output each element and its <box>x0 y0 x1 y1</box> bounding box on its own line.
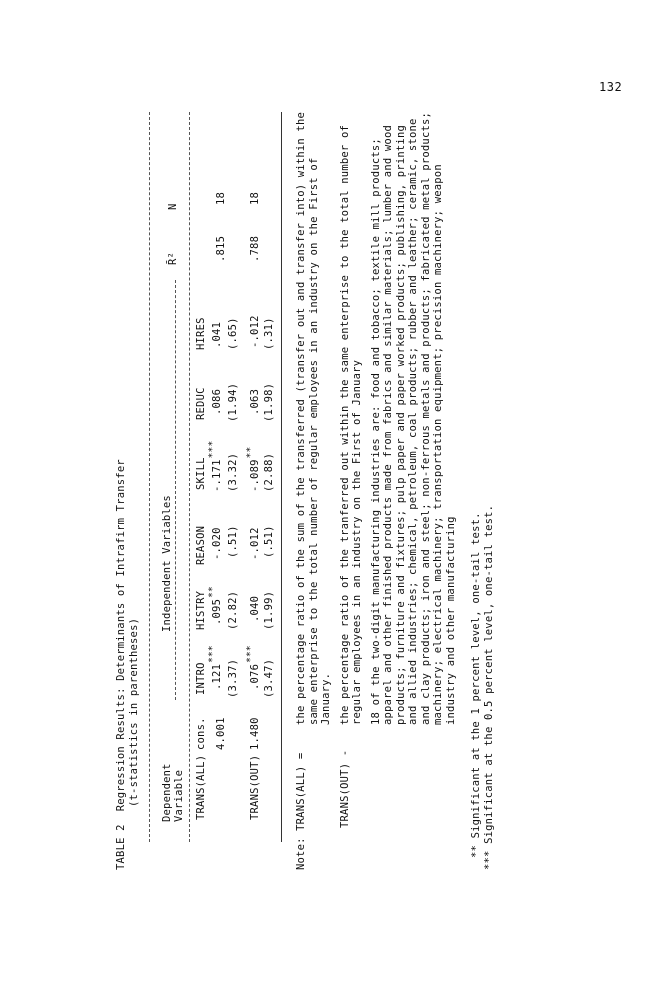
cell-r2: .815 <box>215 235 227 262</box>
header-rule <box>189 112 190 842</box>
cell-intro: .076*** <box>245 645 261 690</box>
note-text-trans-all: the percentage ratio of the sum of the transferred (transfer out and transfer into) within the same enterprise to the total number of regular employees in an industry on the First of January. <box>295 111 332 725</box>
cell-reduc: .063 <box>249 388 261 415</box>
col-reduc: REDUC <box>195 387 207 420</box>
cell-reason: -.020 <box>211 527 223 560</box>
cell-skill: -.089** <box>245 446 261 492</box>
col-cons: cons. <box>195 717 207 750</box>
note-trans-all <box>295 110 333 870</box>
note-text-trans-out: the percentage ratio of the tranferred out within the same enterprise to the total number of regular employees in an industry on the First of January <box>338 125 363 725</box>
cell-histry-t: (1.99) <box>263 590 275 630</box>
cell-histry: .095** <box>207 586 223 625</box>
bottom-rule <box>281 112 282 842</box>
row-name: TRANS(OUT) <box>249 754 261 820</box>
cell-histry-t: (2.82) <box>227 590 239 630</box>
cell-n: 18 <box>215 191 227 205</box>
col-hires: HIRES <box>195 317 207 350</box>
cell-skill: -.171*** <box>207 440 223 492</box>
cell-hires: .041 <box>211 321 223 348</box>
table-subtitle: (t-statistics in parentheses) <box>127 617 140 807</box>
cell-r2: .788 <box>249 235 261 262</box>
cell-reduc-t: (1.98) <box>263 382 275 422</box>
independent-header: Independent Variables <box>161 495 173 632</box>
cell-skill-t: (3.32) <box>227 452 239 492</box>
note-text-industries: 18 of the two-digit manufacturing industries are: food and tobacco; textile mill products; apparel and other finished products made from fabrics and similar materials; lumber and wood products; furniture and fixtures; pulp paper and paper worked products; publishing, printing and allied industries; chemical, petroleum, coal products; rubber and leather; ceramic, stone and clay products; iron and steel; non-ferrous metals and products; fabricated metal products; machinery; electrical machinery; transportation equipment; precision machinery; weapon industry and other manufacturing <box>369 111 457 725</box>
cell-hires-t: (.65) <box>227 317 239 350</box>
footnote-double-star: ** Significant at the 1 percent level, one-tail test. <box>470 512 482 858</box>
col-n: N <box>167 203 179 210</box>
cell-intro: .121*** <box>207 645 223 690</box>
cell-reduc: .086 <box>211 388 223 415</box>
cell-reason: -.012 <box>249 527 261 560</box>
dependent-header-2: Variable <box>173 769 185 822</box>
page-number: 132 <box>599 80 623 94</box>
col-histry: HISTRY <box>195 590 207 630</box>
cell-reason-t: (.51) <box>263 525 275 558</box>
rotated-table-block <box>115 100 515 870</box>
cell-intro-t: (3.47) <box>263 658 275 698</box>
col-reason: REASON <box>195 525 207 565</box>
top-rule <box>149 112 150 842</box>
col-intro: INTRO <box>195 662 207 695</box>
note-key-trans-out: TRANS(OUT) - <box>338 749 351 828</box>
cell-hires: -.012 <box>249 315 261 348</box>
col-skill: SKILL <box>195 457 207 490</box>
footnotes <box>470 505 495 870</box>
table-title <box>115 459 140 870</box>
cell-reason-t: (.51) <box>227 525 239 558</box>
dependent-header-1: Dependent <box>161 763 173 822</box>
cell-histry: .040 <box>249 595 261 622</box>
cell-cons: 4.001 <box>215 717 227 750</box>
footnote-triple-star: *** Significant at the 0.5 percent level, one-tail test. <box>482 504 495 870</box>
row-name: TRANS(ALL) <box>195 754 207 820</box>
note-key-trans-all: Note: TRANS(ALL) = <box>295 752 307 870</box>
cell-intro-t: (3.37) <box>227 658 239 698</box>
table-notes <box>295 110 463 870</box>
note-industries <box>370 110 458 870</box>
independent-rule <box>175 280 176 700</box>
cell-reduc-t: (1.94) <box>227 382 239 422</box>
cell-n: 18 <box>249 191 261 205</box>
col-r2: R̄² <box>167 251 179 265</box>
table-title-text: TABLE 2 Regression Results: Determinants of Intrafirm Transfer <box>115 459 127 870</box>
cell-hires-t: (.31) <box>263 317 275 350</box>
note-trans-out <box>339 110 364 870</box>
cell-skill-t: (2.88) <box>263 452 275 492</box>
cell-cons: 1.480 <box>249 717 261 750</box>
